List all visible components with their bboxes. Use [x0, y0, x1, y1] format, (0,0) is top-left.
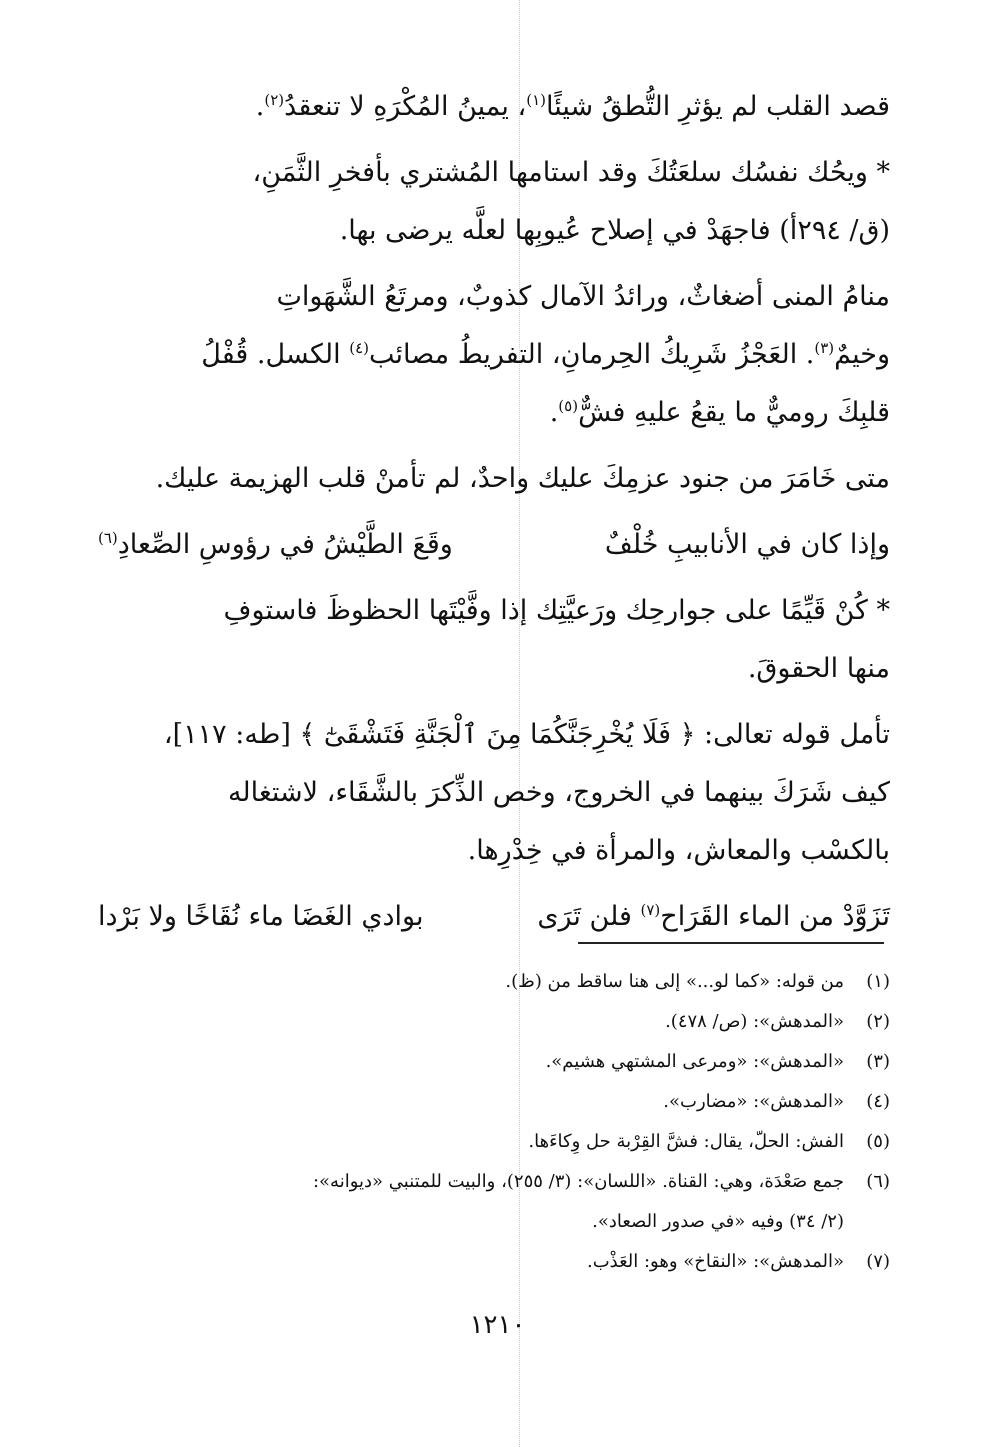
text-run: الكسل. قُفْلُ	[201, 339, 350, 370]
paragraph-4	[98, 450, 890, 508]
text-line	[98, 384, 890, 442]
poetry-verse-2	[98, 888, 890, 946]
text-line	[98, 78, 890, 136]
footnote-item	[98, 1242, 890, 1282]
verse-first-hemistich: وإذا كان في الأنابيبِ خُلْفٌ	[604, 529, 890, 560]
footnote-marker[interactable]: (٤)	[349, 339, 369, 357]
footnote-text	[98, 1162, 844, 1242]
footnote-text	[98, 1122, 844, 1162]
footnote-line: «المدهش»: «مضارب».	[663, 1091, 844, 1112]
text-run: وخيمٌ	[834, 339, 890, 370]
footnote-item	[98, 1002, 890, 1042]
footnote-number: (٢)	[866, 1011, 890, 1032]
text-line: كيف شَرَكَ بينهما في الخروج، وخص الذِّكرَ بالشَّقَاء، لاشتغاله	[227, 777, 890, 808]
footnote-line: «المدهش»: «ومرعى المشتهي هشيم».	[545, 1051, 844, 1072]
text-run: قلبِكَ روميٌّ ما يقعُ عليهِ فشٌّ	[578, 397, 890, 428]
footnote-marker[interactable]: (٦)	[98, 529, 118, 547]
footnote-marker[interactable]: (١)	[526, 91, 546, 109]
text-run: فلن تَرَى	[537, 901, 641, 932]
text-run: . العَجْزُ شَرِيكُ الحِرمانِ، التفريطُ مصائب	[369, 339, 815, 370]
footnote-line: (٢/ ٣٤) وفيه «في صدور الصعاد».	[592, 1211, 844, 1232]
page-number: ١٢١٠	[469, 1310, 526, 1340]
text-line: تأمل قوله تعالى: ﴿ فَلَا يُخْرِجَنَّكُمَا مِنَ ٱلْجَنَّةِ فَتَشْقَىٰٓ ﴾ [طه: ١١٧]،	[163, 719, 890, 750]
text-line: منها الحقوقَ.	[747, 653, 890, 684]
verse-first-hemistich	[537, 888, 890, 946]
verse-second-hemistich	[98, 516, 453, 574]
text-line	[98, 326, 890, 384]
paragraph-2	[98, 144, 890, 260]
footnote-number: (١)	[866, 971, 890, 992]
footnotes	[98, 962, 890, 1282]
text-line: متى خَامَرَ من جنود عزمِكَ عليك واحدٌ، لم تأمنْ قلب الهزيمة عليك.	[155, 463, 890, 494]
footnote-line: «المدهش»: «النقاخ» وهو: العَذْب.	[586, 1251, 844, 1272]
footnote-marker[interactable]: (٣)	[814, 339, 835, 357]
text-run: تَزَوَّدْ من الماء القَرَاح	[660, 901, 890, 932]
footnote-number: (٦)	[866, 1171, 890, 1192]
paragraph-5	[98, 582, 890, 698]
footnote-separator	[578, 942, 884, 944]
footnote-marker[interactable]: (٧)	[640, 901, 661, 919]
footnote-text	[98, 1242, 844, 1282]
text-run: ، يمينُ المُكْرَهِ لا تنعقدُ	[284, 91, 527, 122]
footnote-text	[98, 962, 844, 1002]
text-line: * ويحُك نفسُك سلعَتُكَ وقد استامها المُشتري بأفخرِ الثَّمَنِ،	[252, 157, 890, 188]
footnote-marker[interactable]: (٥)	[558, 397, 579, 415]
footnote-text	[98, 1002, 844, 1042]
text-line: * كُنْ قَيِّمًا على جوارحِك ورَعيَّتِك إذا وفَّيْتَها الحظوظَ فاستوفِ	[223, 595, 890, 626]
text-run: .	[255, 91, 265, 122]
footnote-line: من قوله: «كما لو...» إلى هنا ساقط من (ظ).	[505, 971, 844, 992]
footnote-line: جمع صَعْدَة، وهي: القناة. «اللسان»: (٣/ ٢٥٥)، والبيت للمتنبي «ديوانه»:	[312, 1171, 844, 1192]
text-run: قصد القلب لم يؤثرِ التُّطقُ شيئًا	[546, 91, 890, 122]
footnote-number: (٥)	[866, 1131, 890, 1152]
text-line: (ق/ ٢٩٤أ) فاجهَدْ في إصلاح عُيوبِها لعلَّه يرضى بها.	[339, 215, 890, 246]
paragraph-1	[98, 78, 890, 136]
footnote-text	[98, 1042, 844, 1082]
poetry-verse-1	[98, 516, 890, 574]
footnote-text	[98, 1082, 844, 1122]
paragraph-3	[98, 268, 890, 442]
footnote-item	[98, 962, 890, 1002]
footnote-item	[98, 1082, 890, 1122]
footnote-item	[98, 1042, 890, 1082]
footnote-marker[interactable]: (٢)	[264, 91, 285, 109]
footnote-number: (٤)	[866, 1091, 890, 1112]
footnote-line: «المدهش»: (ص/ ٤٧٨).	[665, 1011, 844, 1032]
text-run: .	[549, 397, 559, 428]
footnote-item	[98, 1122, 890, 1162]
footnote-item	[98, 1162, 890, 1242]
page-body	[98, 78, 890, 954]
text-line: بالكسْب والمعاش، والمرأة في خِدْرِها.	[467, 835, 890, 866]
paragraph-6	[98, 706, 890, 880]
text-line: منامُ المنى أضغاثٌ، ورائدُ الآمال كذوبٌ، ومرتَعُ الشَّهَواتِ	[276, 281, 890, 312]
verse-second-hemistich: بوادي الغَضَا ماء نُقَاخًا ولا بَرْدا	[98, 901, 424, 932]
text-run: وقَعَ الطَّيْشُ في رؤوسِ الصِّعادِ	[117, 529, 453, 560]
footnote-line: الفش: الحلّ، يقال: فشَّ القِرْبة حل وِكاءَها.	[528, 1131, 844, 1152]
footnote-number: (٧)	[866, 1251, 890, 1272]
footnote-number: (٣)	[866, 1051, 890, 1072]
